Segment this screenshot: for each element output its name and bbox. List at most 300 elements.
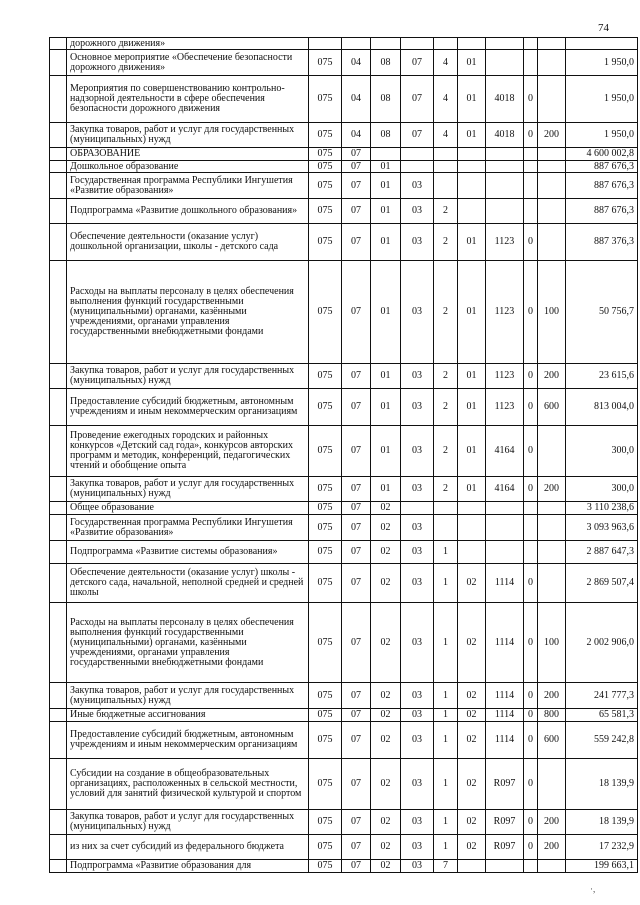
code-cell: 02 <box>371 835 401 860</box>
code-cell: 2 <box>434 224 458 261</box>
code-cell <box>371 148 401 161</box>
row-sum: 300,0 <box>566 477 638 502</box>
code-cell <box>458 541 486 564</box>
code-cell: 03 <box>401 426 434 477</box>
code-cell: 1123 <box>486 364 524 389</box>
row-margin-cell <box>50 389 67 426</box>
code-cell: 02 <box>371 683 401 709</box>
code-cell <box>401 161 434 173</box>
code-cell <box>524 541 538 564</box>
row-margin-cell <box>50 426 67 477</box>
code-cell <box>486 38 524 50</box>
code-cell: 03 <box>401 261 434 364</box>
code-cell: 1 <box>434 722 458 759</box>
code-cell: 02 <box>458 759 486 810</box>
row-sum: 1 950,0 <box>566 76 638 123</box>
table-row <box>50 515 638 541</box>
code-cell: 07 <box>342 199 371 224</box>
table-row <box>50 148 638 161</box>
code-cell: 1 <box>434 759 458 810</box>
code-cell: 075 <box>309 426 342 477</box>
code-cell: 7 <box>434 860 458 873</box>
code-cell: 02 <box>371 860 401 873</box>
row-margin-cell <box>50 148 67 161</box>
row-name: Закупка товаров, работ и услуг для государственных (муниципальных) нужд <box>67 477 309 502</box>
code-cell <box>458 148 486 161</box>
row-margin-cell <box>50 564 67 603</box>
code-cell: 075 <box>309 759 342 810</box>
row-sum: 4 600 002,8 <box>566 148 638 161</box>
code-cell: 04 <box>342 76 371 123</box>
code-cell: 075 <box>309 76 342 123</box>
row-name: дорожного движения» <box>67 38 309 50</box>
code-cell: 0 <box>524 123 538 148</box>
code-cell: 02 <box>371 502 401 515</box>
code-cell <box>538 502 566 515</box>
code-cell: 07 <box>342 709 371 722</box>
code-cell: 02 <box>371 541 401 564</box>
code-cell: 075 <box>309 709 342 722</box>
code-cell <box>538 860 566 873</box>
row-name: Основное мероприятие «Обеспечение безопасности дорожного движения» <box>67 50 309 76</box>
code-cell: 4018 <box>486 76 524 123</box>
code-cell: 03 <box>401 199 434 224</box>
row-sum: 50 756,7 <box>566 261 638 364</box>
row-margin-cell <box>50 603 67 683</box>
code-cell <box>524 38 538 50</box>
code-cell: 0 <box>524 709 538 722</box>
row-sum: 3 093 963,6 <box>566 515 638 541</box>
row-name: Иные бюджетные ассигнования <box>67 709 309 722</box>
code-cell: R097 <box>486 835 524 860</box>
row-margin-cell <box>50 860 67 873</box>
table-row <box>50 835 638 860</box>
row-margin-cell <box>50 810 67 835</box>
row-name: Расходы на выплаты персоналу в целях обеспечения выполнения функций государственными (муниципальными) органами, казёнными учреждениями, органами управления государственными внебюджетными фондами <box>67 261 309 364</box>
code-cell: 04 <box>342 123 371 148</box>
code-cell <box>524 502 538 515</box>
code-cell: 02 <box>371 564 401 603</box>
code-cell <box>486 515 524 541</box>
code-cell: 200 <box>538 477 566 502</box>
table-row <box>50 76 638 123</box>
code-cell: 1114 <box>486 564 524 603</box>
table-row <box>50 364 638 389</box>
code-cell: 100 <box>538 261 566 364</box>
code-cell: 07 <box>342 224 371 261</box>
table-row <box>50 50 638 76</box>
code-cell <box>538 76 566 123</box>
code-cell <box>434 515 458 541</box>
code-cell: 0 <box>524 76 538 123</box>
code-cell: 03 <box>401 860 434 873</box>
table-row <box>50 683 638 709</box>
row-margin-cell <box>50 759 67 810</box>
row-margin-cell <box>50 364 67 389</box>
row-name: Подпрограмма «Развитие дошкольного образования» <box>67 199 309 224</box>
code-cell <box>486 173 524 199</box>
code-cell: 01 <box>458 426 486 477</box>
code-cell: 4 <box>434 76 458 123</box>
code-cell: 07 <box>342 261 371 364</box>
code-cell: 07 <box>342 477 371 502</box>
code-cell: 07 <box>401 123 434 148</box>
code-cell <box>524 515 538 541</box>
row-sum: 887 376,3 <box>566 224 638 261</box>
code-cell <box>458 199 486 224</box>
code-cell: 0 <box>524 835 538 860</box>
code-cell: 0 <box>524 564 538 603</box>
code-cell: 1 <box>434 541 458 564</box>
code-cell: 0 <box>524 389 538 426</box>
code-cell: 03 <box>401 515 434 541</box>
code-cell: 01 <box>371 173 401 199</box>
code-cell <box>309 38 342 50</box>
code-cell: 1 <box>434 810 458 835</box>
code-cell <box>538 426 566 477</box>
row-name: Закупка товаров, работ и услуг для государственных (муниципальных) нужд <box>67 123 309 148</box>
code-cell: 075 <box>309 161 342 173</box>
code-cell: 03 <box>401 835 434 860</box>
row-name: из них за счет субсидий из федерального бюджета <box>67 835 309 860</box>
code-cell: 075 <box>309 224 342 261</box>
row-sum: 18 139,9 <box>566 810 638 835</box>
code-cell: 07 <box>342 683 371 709</box>
code-cell <box>458 515 486 541</box>
code-cell: 01 <box>371 161 401 173</box>
table-row <box>50 541 638 564</box>
code-cell <box>524 860 538 873</box>
code-cell <box>538 224 566 261</box>
row-sum: 813 004,0 <box>566 389 638 426</box>
code-cell: 100 <box>538 603 566 683</box>
code-cell <box>538 50 566 76</box>
table-row <box>50 224 638 261</box>
row-margin-cell <box>50 502 67 515</box>
code-cell <box>538 541 566 564</box>
row-sum: 2 887 647,3 <box>566 541 638 564</box>
code-cell: 03 <box>401 759 434 810</box>
code-cell: 0 <box>524 759 538 810</box>
code-cell <box>486 502 524 515</box>
code-cell <box>434 173 458 199</box>
code-cell: 03 <box>401 224 434 261</box>
row-sum: 2 002 906,0 <box>566 603 638 683</box>
code-cell: 2 <box>434 477 458 502</box>
row-name: Подпрограмма «Развитие образования для <box>67 860 309 873</box>
code-cell: 075 <box>309 389 342 426</box>
code-cell: 200 <box>538 810 566 835</box>
code-cell: 01 <box>371 199 401 224</box>
code-cell: 200 <box>538 364 566 389</box>
table-row <box>50 502 638 515</box>
code-cell: 1114 <box>486 683 524 709</box>
code-cell: 01 <box>371 261 401 364</box>
code-cell: 01 <box>458 389 486 426</box>
code-cell: 075 <box>309 603 342 683</box>
code-cell: 4 <box>434 50 458 76</box>
code-cell: 07 <box>342 810 371 835</box>
code-cell: 07 <box>342 502 371 515</box>
code-cell: 075 <box>309 50 342 76</box>
code-cell: 1 <box>434 835 458 860</box>
code-cell: 07 <box>342 389 371 426</box>
code-cell <box>434 38 458 50</box>
table-row <box>50 722 638 759</box>
row-margin-cell <box>50 199 67 224</box>
code-cell: 07 <box>342 603 371 683</box>
row-margin-cell <box>50 173 67 199</box>
code-cell: 075 <box>309 123 342 148</box>
code-cell <box>486 541 524 564</box>
code-cell <box>486 199 524 224</box>
code-cell: 4164 <box>486 477 524 502</box>
code-cell: 07 <box>342 148 371 161</box>
code-cell: 1 <box>434 564 458 603</box>
code-cell <box>401 148 434 161</box>
code-cell: 0 <box>524 261 538 364</box>
code-cell <box>371 38 401 50</box>
code-cell: 1123 <box>486 224 524 261</box>
code-cell: 1114 <box>486 722 524 759</box>
table-row <box>50 173 638 199</box>
row-name: ОБРАЗОВАНИЕ <box>67 148 309 161</box>
code-cell: 01 <box>371 477 401 502</box>
code-cell: 2 <box>434 389 458 426</box>
code-cell <box>458 502 486 515</box>
code-cell <box>486 50 524 76</box>
row-name: Обеспечение деятельности (оказание услуг) дошкольной организации, школы - детского сада <box>67 224 309 261</box>
code-cell: 2 <box>434 426 458 477</box>
row-name: Закупка товаров, работ и услуг для государственных (муниципальных) нужд <box>67 364 309 389</box>
code-cell: 01 <box>458 224 486 261</box>
table-row <box>50 709 638 722</box>
code-cell: 03 <box>401 477 434 502</box>
code-cell: 03 <box>401 564 434 603</box>
code-cell <box>434 161 458 173</box>
code-cell <box>538 759 566 810</box>
code-cell <box>401 502 434 515</box>
code-cell: 02 <box>371 810 401 835</box>
row-name: Государственная программа Республики Ингушетия «Развитие образования» <box>67 173 309 199</box>
code-cell <box>524 173 538 199</box>
code-cell: 07 <box>342 541 371 564</box>
code-cell: 0 <box>524 477 538 502</box>
code-cell <box>486 860 524 873</box>
code-cell: 0 <box>524 426 538 477</box>
row-margin-cell <box>50 76 67 123</box>
code-cell: 03 <box>401 364 434 389</box>
code-cell <box>434 502 458 515</box>
code-cell: 07 <box>401 76 434 123</box>
row-sum <box>566 38 638 50</box>
code-cell: 1 <box>434 709 458 722</box>
code-cell: 04 <box>342 50 371 76</box>
code-cell: 07 <box>401 50 434 76</box>
code-cell: 07 <box>342 426 371 477</box>
table-row <box>50 199 638 224</box>
code-cell: 03 <box>401 541 434 564</box>
code-cell <box>538 161 566 173</box>
code-cell: 200 <box>538 835 566 860</box>
code-cell: 200 <box>538 123 566 148</box>
code-cell: 2 <box>434 261 458 364</box>
row-name: Предоставление субсидий бюджетным, автономным учреждениям и иным некоммерческим организациям <box>67 389 309 426</box>
code-cell: 02 <box>458 683 486 709</box>
code-cell: 02 <box>371 722 401 759</box>
code-cell: 07 <box>342 173 371 199</box>
code-cell <box>538 564 566 603</box>
code-cell <box>538 173 566 199</box>
code-cell: R097 <box>486 759 524 810</box>
code-cell: 07 <box>342 759 371 810</box>
code-cell <box>458 173 486 199</box>
code-cell: 4 <box>434 123 458 148</box>
row-margin-cell <box>50 50 67 76</box>
code-cell: 075 <box>309 860 342 873</box>
code-cell: 075 <box>309 173 342 199</box>
code-cell: 02 <box>458 722 486 759</box>
code-cell: 1123 <box>486 389 524 426</box>
table-row <box>50 860 638 873</box>
code-cell <box>538 199 566 224</box>
code-cell: 08 <box>371 76 401 123</box>
code-cell <box>538 38 566 50</box>
code-cell: 07 <box>342 364 371 389</box>
row-name: Закупка товаров, работ и услуг для государственных (муниципальных) нужд <box>67 810 309 835</box>
code-cell: 03 <box>401 709 434 722</box>
code-cell: 0 <box>524 722 538 759</box>
row-name: Субсидии на создание в общеобразовательных организациях, расположенных в сельской местности, условий для занятий физической культурой и спортом <box>67 759 309 810</box>
code-cell: 075 <box>309 810 342 835</box>
code-cell: 03 <box>401 683 434 709</box>
code-cell: 03 <box>401 603 434 683</box>
code-cell <box>458 38 486 50</box>
row-sum: 2 869 507,4 <box>566 564 638 603</box>
code-cell: 01 <box>371 426 401 477</box>
code-cell: 01 <box>458 261 486 364</box>
row-sum: 65 581,3 <box>566 709 638 722</box>
code-cell: 075 <box>309 477 342 502</box>
code-cell: 01 <box>458 477 486 502</box>
row-name: Мероприятия по совершенствованию контрольно-надзорной деятельности в сфере обеспечения безопасности дорожного движения <box>67 76 309 123</box>
code-cell: 075 <box>309 683 342 709</box>
row-margin-cell <box>50 515 67 541</box>
row-margin-cell <box>50 683 67 709</box>
code-cell: 01 <box>458 364 486 389</box>
code-cell <box>524 50 538 76</box>
code-cell: 02 <box>371 709 401 722</box>
row-margin-cell <box>50 161 67 173</box>
row-name: Проведение ежегодных городских и районных конкурсов «Детский сад года», конкурсов авторских программ и методик, конференций, педагогических чтений и обобщение опыта <box>67 426 309 477</box>
code-cell: 02 <box>458 709 486 722</box>
row-sum: 887 676,3 <box>566 161 638 173</box>
row-margin-cell <box>50 224 67 261</box>
code-cell: 02 <box>458 564 486 603</box>
code-cell: 075 <box>309 199 342 224</box>
code-cell: 02 <box>458 835 486 860</box>
table-row <box>50 759 638 810</box>
code-cell: 01 <box>458 50 486 76</box>
code-cell: 02 <box>371 515 401 541</box>
code-cell: 075 <box>309 502 342 515</box>
code-cell: 03 <box>401 810 434 835</box>
code-cell: 03 <box>401 722 434 759</box>
code-cell: 01 <box>371 364 401 389</box>
code-cell <box>486 148 524 161</box>
row-sum: 18 139,9 <box>566 759 638 810</box>
code-cell: 07 <box>342 722 371 759</box>
code-cell: 01 <box>371 224 401 261</box>
code-cell: 075 <box>309 564 342 603</box>
row-margin-cell <box>50 709 67 722</box>
row-name: Закупка товаров, работ и услуг для государственных (муниципальных) нужд <box>67 683 309 709</box>
row-sum: 887 676,3 <box>566 173 638 199</box>
code-cell: 2 <box>434 364 458 389</box>
table-row <box>50 161 638 173</box>
code-cell <box>401 38 434 50</box>
row-name: Государственная программа Республики Ингушетия «Развитие образования» <box>67 515 309 541</box>
code-cell: R097 <box>486 810 524 835</box>
row-sum: 199 663,1 <box>566 860 638 873</box>
table-row <box>50 477 638 502</box>
row-name: Предоставление субсидий бюджетным, автономным учреждениям и иным некоммерческим организациям <box>67 722 309 759</box>
code-cell: 075 <box>309 722 342 759</box>
row-margin-cell <box>50 477 67 502</box>
code-cell: 03 <box>401 173 434 199</box>
code-cell <box>538 515 566 541</box>
code-cell: 1 <box>434 683 458 709</box>
row-sum: 23 615,6 <box>566 364 638 389</box>
code-cell <box>342 38 371 50</box>
code-cell: 07 <box>342 860 371 873</box>
code-cell: 03 <box>401 389 434 426</box>
code-cell: 075 <box>309 515 342 541</box>
code-cell: 075 <box>309 148 342 161</box>
row-sum: 3 110 238,6 <box>566 502 638 515</box>
code-cell: 800 <box>538 709 566 722</box>
code-cell <box>524 148 538 161</box>
code-cell: 4164 <box>486 426 524 477</box>
code-cell: 075 <box>309 541 342 564</box>
code-cell: 02 <box>371 603 401 683</box>
table-row <box>50 603 638 683</box>
table-row <box>50 38 638 50</box>
code-cell: 01 <box>458 123 486 148</box>
code-cell: 07 <box>342 564 371 603</box>
code-cell: 01 <box>458 76 486 123</box>
row-sum: 17 232,9 <box>566 835 638 860</box>
code-cell: 07 <box>342 835 371 860</box>
code-cell: 1 <box>434 603 458 683</box>
code-cell <box>458 161 486 173</box>
row-margin-cell <box>50 835 67 860</box>
code-cell <box>524 161 538 173</box>
budget-table <box>49 37 638 873</box>
code-cell: 1114 <box>486 709 524 722</box>
code-cell: 07 <box>342 515 371 541</box>
code-cell: 0 <box>524 810 538 835</box>
code-cell: 2 <box>434 199 458 224</box>
code-cell <box>458 860 486 873</box>
code-cell: 1114 <box>486 603 524 683</box>
code-cell: 07 <box>342 161 371 173</box>
row-sum: 241 777,3 <box>566 683 638 709</box>
code-cell: 200 <box>538 683 566 709</box>
table-row <box>50 261 638 364</box>
row-margin-cell <box>50 261 67 364</box>
row-sum: 887 676,3 <box>566 199 638 224</box>
